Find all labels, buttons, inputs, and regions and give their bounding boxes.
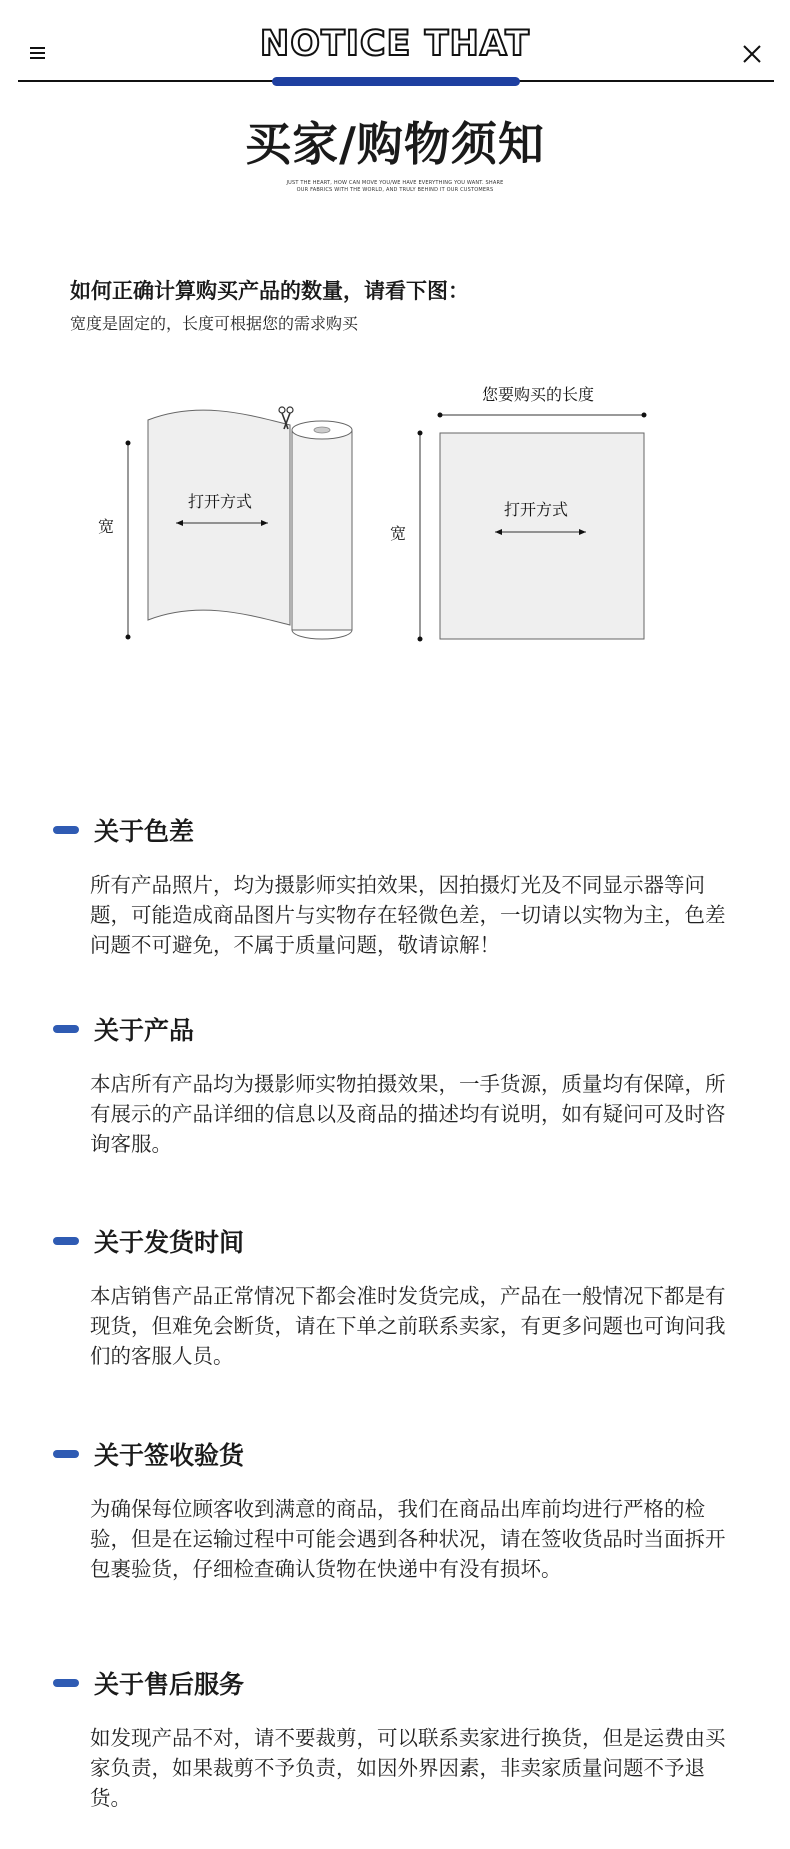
right-open-label: 打开方式 [504,500,569,519]
left-width-label: 宽 [98,517,115,536]
brand-title: NOTICE THAT [259,24,531,64]
section-body: 本店销售产品正常情况下都会准时发货完成，产品在一般情况下都是有现货，但难免会断货，请在下单之前联系卖家，有更多问题也可询问我们的客服人员。 [90,1284,726,1368]
right-width-label: 宽 [390,524,407,543]
fabric-roll-illustration [126,407,353,640]
section-bullet [53,1237,79,1245]
header-accent-bar [272,77,520,86]
guide-heading: 如何正确计算购买产品的数量，请看下图： [70,279,469,303]
left-open-label: 打开方式 [188,492,253,511]
section-title: 关于签收验货 [94,1441,245,1470]
section-body: 如发现产品不对，请不要裁剪，可以联系卖家进行换货，但是运费由买家负责，如果裁剪不予负责，如因外界因素，非卖家质量问题不予退货。 [90,1726,726,1810]
section-bullet [53,1025,79,1033]
header [0,0,790,100]
section-title: 关于色差 [94,817,195,846]
section-body: 所有产品照片，均为摄影师实拍效果，因拍摄灯光及不同显示器等问题，可能造成商品图片与实物存在轻微色差，一切请以实物为主，色差问题不可避免，不属于质量问题，敬请谅解！ [90,873,726,957]
close-icon[interactable] [742,44,762,64]
section-bullet [53,1450,79,1458]
section-bullet [53,1679,79,1687]
fabric-measure-diagram [90,375,690,665]
section-body: 本店所有产品均为摄影师实物拍摄效果，一手货源，质量均有保障，所有展示的产品详细的信息以及商品的描述均有说明，如有疑问可及时咨询客服。 [90,1072,726,1156]
guide-subheading: 宽度是固定的，长度可根据您的需求购买 [70,314,359,333]
section-bullet [53,826,79,834]
page-title: 买家/购物须知 [245,117,545,171]
section-body: 为确保每位顾客收到满意的商品，我们在商品出库前均进行严格的检验，但是在运输过程中可能会遇到各种状况，请在签收货品时当面拆开包裹验货，仔细检查确认货物在快递中有没有损坏。 [90,1497,726,1581]
section-title: 关于售后服务 [94,1670,245,1699]
fabric-sheet-illustration [418,413,647,642]
section-title: 关于发货时间 [94,1228,245,1257]
tagline: JUST THE HEART, HOW CAN MOVE YOU/WE HAVE EVERYTHING YOU WANT. SHARE OUR FABRICS WITH THE WORLD, AND TRULY BEHIND IT OUR CUSTOMERS [286,180,504,193]
section-title: 关于产品 [94,1016,195,1045]
right-length-label: 您要购买的长度 [482,385,595,404]
